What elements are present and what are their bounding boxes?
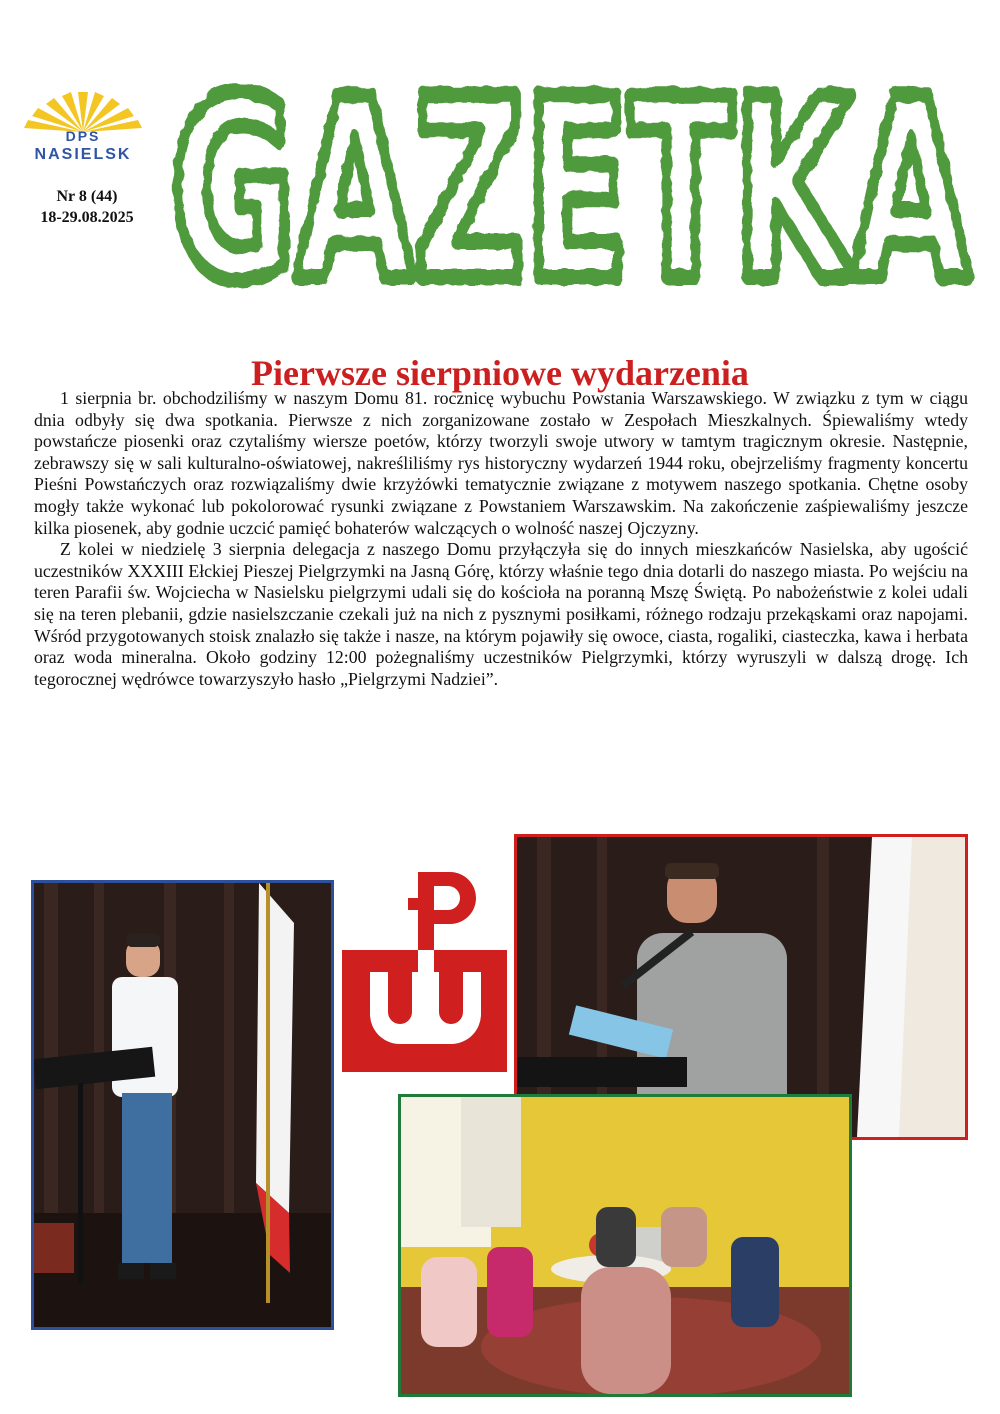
masthead-title bbox=[160, 32, 980, 302]
photo-illustration bbox=[517, 837, 965, 1137]
issue-dates: 18-29.08.2025 bbox=[40, 209, 134, 226]
page-headline: Pierwsze sierpniowe wydarzenia bbox=[251, 353, 749, 394]
photo-residents-room bbox=[398, 1094, 852, 1397]
photo-illustration bbox=[401, 1097, 849, 1394]
polska-walczaca-emblem bbox=[342, 862, 507, 1072]
article-paragraph: 1 sierpnia br. obchodziliśmy w naszym Domu 81. rocznicę wybuchu Powstania Warszawskiego. W związku z tym w ciągu dnia odbyły się dwa spotkania. Pierwsze z nich zorganizowane zostało w Zespołach Mieszkalnych. Śpiewaliśmy wtedy powstańcze piosenki oraz czytaliśmy wiersze poetów, którzy tworzyli swoje utwory w tamtym tragicznym okresie. Następnie, zebrawszy się w sali kulturalno-oświatowej, nakreśliliśmy rys historyczny wydarzeń 1944 roku, obejrzeliśmy fragmenty koncertu Pieśni Powstańczych oraz rozwiązaliśmy dwie krzyżówki tematycznie związane z motywem naszego spotkania. Chętne osoby mogły także wykonać lub pokolorować rysunki związane z Powstaniem Warszawskim. Na zakończenie zaśpiewaliśmy jeszcze kilka piosenek, aby godnie uczcić pamięć bohaterów walczących o wolność naszej Ojczyzny. bbox=[34, 388, 968, 538]
article-body bbox=[34, 388, 968, 690]
logo-line-2: NASIELSK bbox=[34, 146, 132, 163]
logo-line-1: DPS bbox=[65, 128, 101, 144]
issue-number: Nr 8 (44) bbox=[56, 188, 118, 205]
issue-info bbox=[22, 186, 152, 228]
photo-illustration bbox=[34, 883, 331, 1327]
masthead-text: GAZETKA bbox=[170, 45, 970, 302]
article-paragraph: Z kolei w niedzielę 3 sierpnia delegacja z naszego Domu przyłączyła się do innych mieszkańców Nasielska, aby ugościć uczestników XXXIII Ełckiej Pieszej Pielgrzymki na Jasną Górę, którzy właśnie tego dnia dotarli do naszego miasta. Po wejściu na teren Parafii św. Wojciecha w Nasielsku pielgrzymi udali się do kościoła na poranną Mszę Świętą. Po nabożeństwie z kolei udali się na teren plebanii, gdzie nasielszczanie czekali już na nich z pysznymi posiłkami, różnego rodzaju przekąskami oraz napojami. Wśród przygotowanych stoisk znalazło się także i nasze, na którym pojawiły się owoce, ciasta, rogaliki, ciasteczka, kawa i herbata oraz woda mineralna. Około godziny 12:00 pożegnaliśmy uczestników Pielgrzymki, którzy wyruszyli w dalszą drogę. Ich tegorocznej wędrówce towarzyszyło hasło „Pielgrzymi Nadziei”. bbox=[34, 539, 968, 689]
dps-logo bbox=[18, 88, 148, 178]
photo-reader-white-shirt bbox=[31, 880, 334, 1330]
